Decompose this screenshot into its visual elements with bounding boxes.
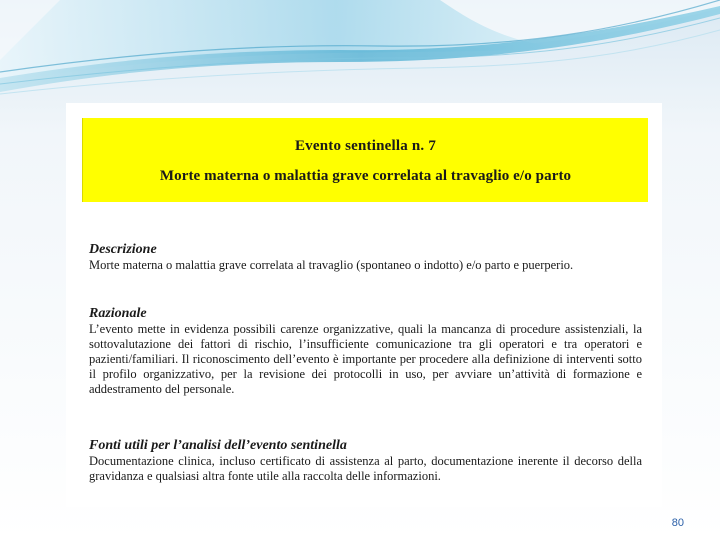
title-line-1: Evento sentinella n. 7 [294, 138, 437, 154]
section-fonti [89, 438, 642, 484]
section-heading: Descrizione [89, 242, 157, 257]
header-wave-decoration [0, 0, 720, 110]
section-body: Documentazione clinica, incluso certificato di assistenza al parto, documentazione inerente il decorso della gravidanza e qualsiasi altra fonte utile alla raccolta delle informazioni. [89, 454, 642, 483]
page-number: 80 [671, 517, 684, 529]
title-line-2: Morte materna o malattia grave correlata al travaglio e/o parto [159, 168, 572, 184]
section-body: L’evento mette in evidenza possibili carenze organizzative, quali la mancanza di procedure assistenziali, la sottovalutazione dei fattori di rischio, l’insufficiente comunicazione tra gli operatori e tra operatori e pazienti/familiari. Il riconoscimento dell’evento è importante per procedere alla definizione di interventi sotto il profilo organizzativo, per la revisione dei protocolli in uso, per avviare un’attività di formazione e addestramento del personale. [89, 322, 642, 396]
section-heading: Fonti utili per l’analisi dell’evento sentinella [89, 438, 347, 453]
section-razionale [89, 306, 642, 397]
section-heading: Razionale [89, 306, 147, 321]
title-box [82, 118, 648, 202]
section-descrizione [89, 242, 642, 273]
section-body: Morte materna o malattia grave correlata al travaglio (spontaneo o indotto) e/o parto e puerperio. [89, 258, 574, 272]
